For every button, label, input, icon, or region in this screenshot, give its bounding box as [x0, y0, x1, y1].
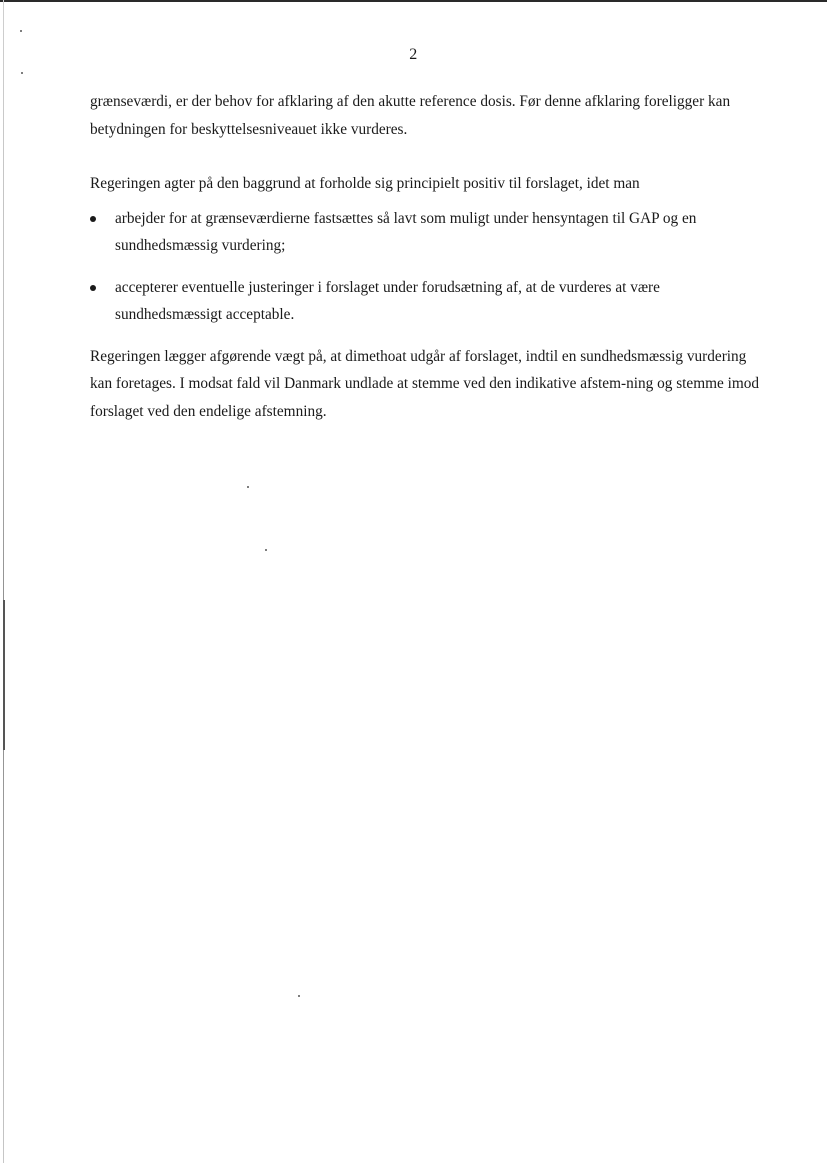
scan-speck — [21, 72, 23, 74]
page-number: 2 — [409, 46, 418, 63]
scan-left-edge — [3, 0, 4, 1163]
list-item-text: arbejder for at grænseværdierne fastsættes så lavt som muligt under hensyntagen til GAP og en sundhedsmæssig vurdering; — [115, 209, 697, 254]
scan-speck — [298, 995, 300, 997]
document-body — [90, 88, 762, 425]
scan-speck — [20, 30, 22, 32]
paragraph-dimethoat: Regeringen lægger afgørende vægt på, at dimethoat udgår af forslaget, indtil en sundhedsmæssig vurdering kan foretages. I modsat fald vil Danmark undlade at stemme ved den indikative afstem-ning og stemme imod forslaget ved den endelige afstemning. — [90, 347, 760, 420]
list-item-text: accepterer eventuelle justeringer i forslaget under forudsætning af, at de vurderes at være sundhedsmæssigt acceptable. — [115, 278, 660, 323]
scan-top-border — [0, 0, 827, 2]
scan-speck — [265, 549, 267, 551]
list-item — [90, 205, 762, 260]
bullet-icon — [90, 216, 96, 222]
paragraph-reference-dosis: grænseværdi, er der behov for afklaring af den akutte reference dosis. Før denne afklaring foreligger kan betydningen for beskyttelsesniveauet ikke vurderes. — [90, 93, 731, 138]
bullet-icon — [90, 285, 96, 291]
list-item — [90, 274, 762, 329]
bullet-list — [90, 205, 762, 329]
scan-speck — [247, 486, 249, 488]
paragraph-government-position: Regeringen agter på den baggrund at forholde sig principielt positiv til forslaget, idet man — [90, 175, 640, 192]
scan-left-edge-shadow — [3, 600, 5, 750]
